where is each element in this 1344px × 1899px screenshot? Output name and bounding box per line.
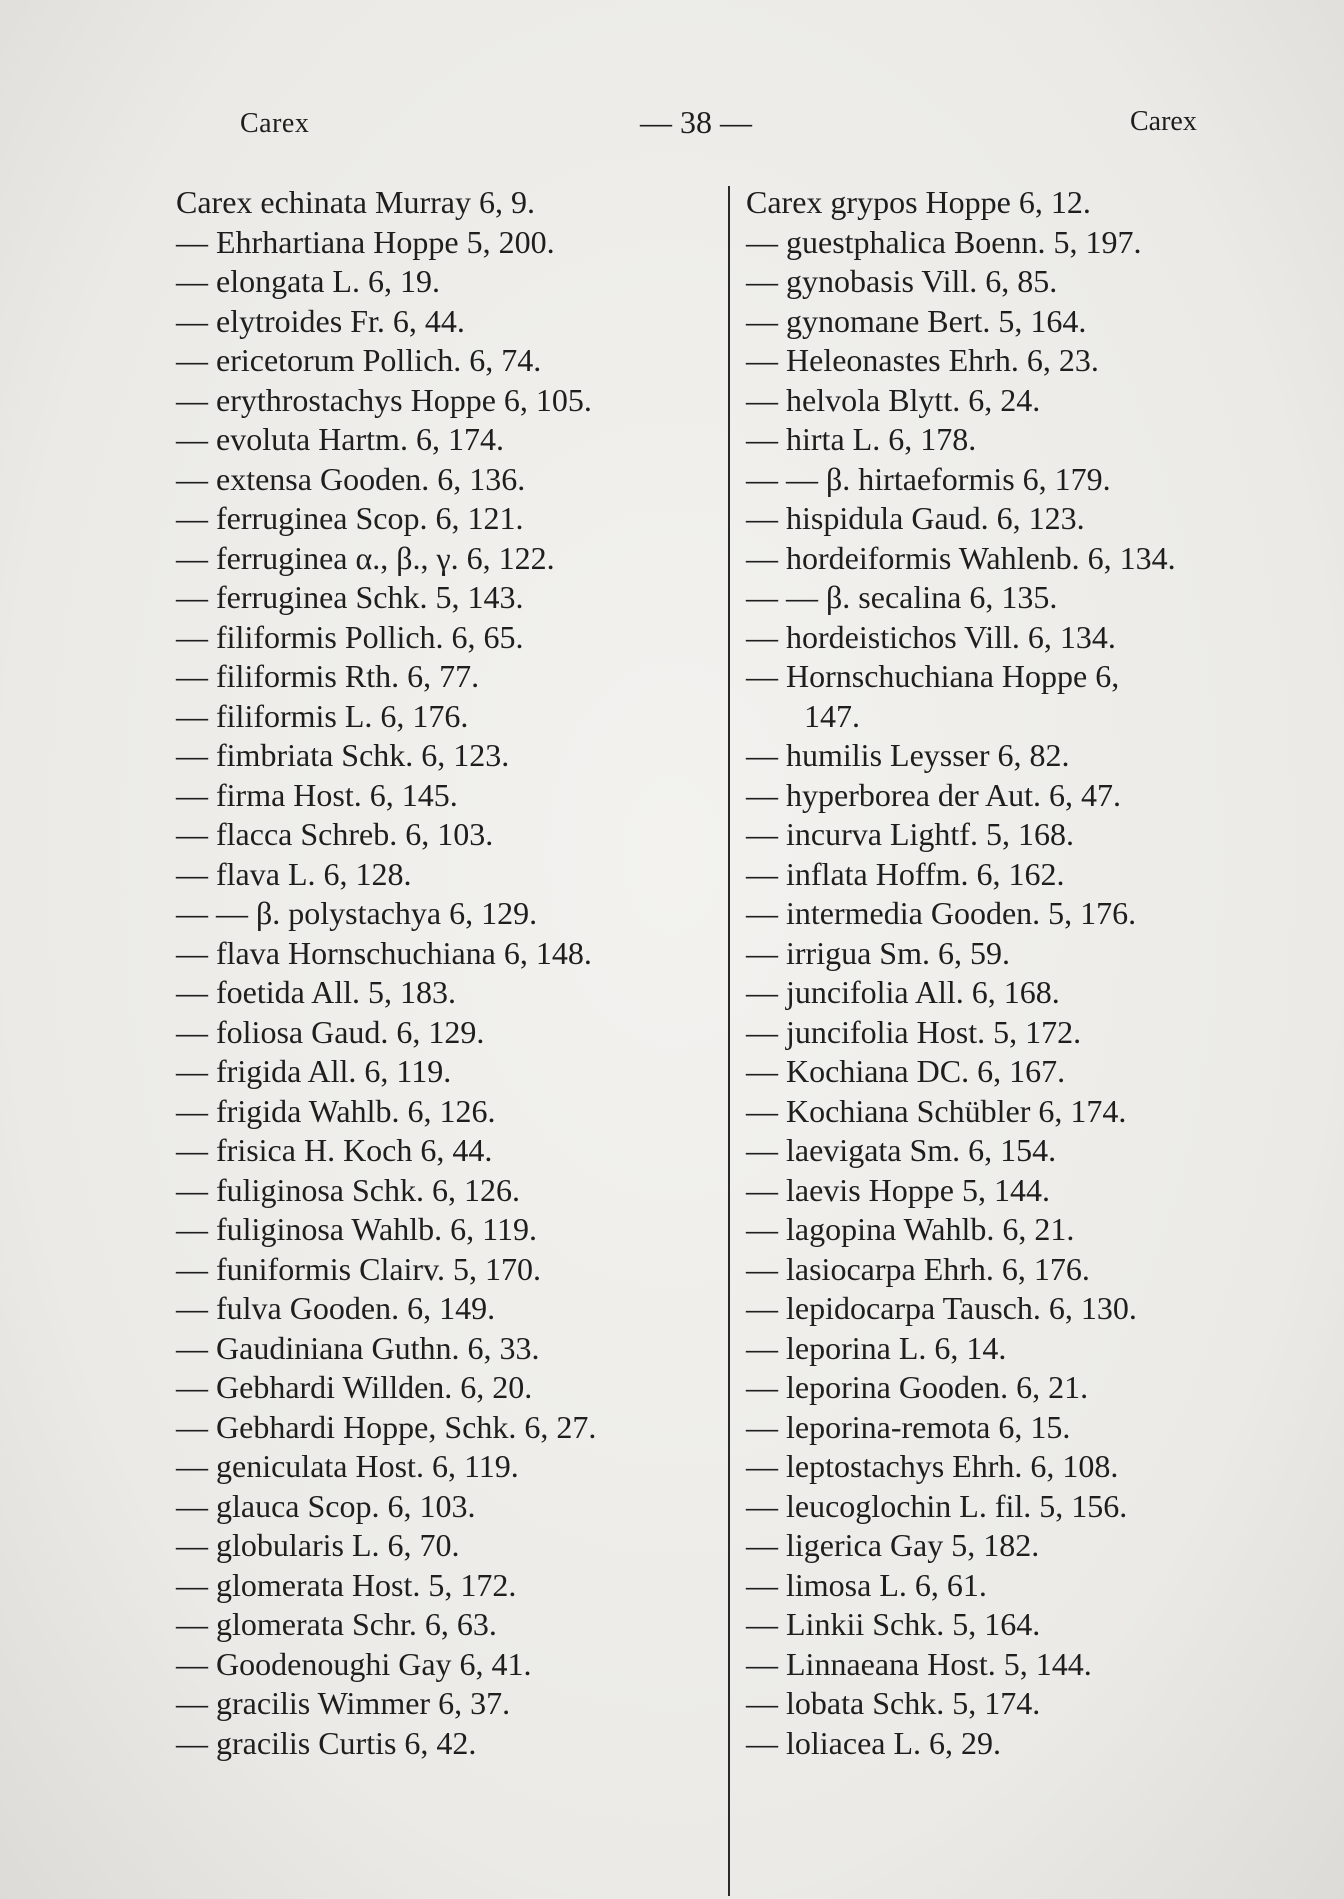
index-entry: — leporina L. 6, 14.	[746, 1329, 1007, 1366]
index-entry: — Kochiana DC. 6, 167.	[746, 1053, 1066, 1089]
index-entry: — fulva Gooden. 6, 149.	[176, 1290, 496, 1326]
index-entry: — helvola Blytt. 6, 24.	[746, 381, 1041, 418]
index-entry: — frisica H. Koch 6, 44.	[176, 1132, 493, 1168]
index-entry: — Linnaeana Host. 5, 144.	[746, 1645, 1092, 1682]
index-entry: — lasiocarpa Ehrh. 6, 176.	[746, 1250, 1090, 1287]
index-entry: — fuliginosa Wahlb. 6, 119.	[176, 1211, 537, 1247]
index-entry: — ferruginea α., β., γ. 6, 122.	[176, 539, 555, 576]
index-entry: — funiformis Clairv. 5, 170.	[176, 1250, 541, 1287]
index-entry: — ligerica Gay 5, 182.	[746, 1527, 1040, 1563]
index-entry: — — β. secalina 6, 135.	[746, 579, 1058, 615]
index-entry: — inflata Hoffm. 6, 162.	[746, 855, 1065, 892]
index-entry: — elongata L. 6, 19.	[176, 263, 440, 299]
index-entry: — gynobasis Vill. 6, 85.	[746, 263, 1058, 299]
index-entry: — juncifolia All. 6, 168.	[746, 974, 1060, 1010]
index-entry: — hyperborea der Aut. 6, 47.	[746, 776, 1122, 813]
index-entry: — Linkii Schk. 5, 164.	[746, 1606, 1041, 1642]
index-entry: — ferruginea Schk. 5, 143.	[176, 579, 524, 615]
index-entry: — Heleonastes Ehrh. 6, 23.	[746, 342, 1099, 378]
index-entry: — limosa L. 6, 61.	[746, 1566, 987, 1603]
index-entry: — filiformis Pollich. 6, 65.	[176, 618, 524, 655]
page-number: — 38 —	[640, 104, 752, 140]
index-entry: — Gaudiniana Guthn. 6, 33.	[176, 1329, 540, 1366]
index-entry: — hordeiformis Wahlenb. 6, 134.	[746, 539, 1176, 576]
index-entry: — Gebhardi Hoppe, Schk. 6, 27.	[176, 1408, 597, 1445]
index-entry: — elytroides Fr. 6, 44.	[176, 302, 465, 339]
index-entry: — gracilis Curtis 6, 42.	[176, 1724, 477, 1761]
index-entry: — hispidula Gaud. 6, 123.	[746, 500, 1085, 536]
index-entry: — Gebhardi Willden. 6, 20.	[176, 1369, 533, 1405]
index-entry: — Kochiana Schübler 6, 174.	[746, 1092, 1127, 1129]
index-entry: — hordeistichos Vill. 6, 134.	[746, 618, 1116, 655]
index-entry: — humilis Leysser 6, 82.	[746, 737, 1070, 773]
index-entry: — guestphalica Boenn. 5, 197.	[746, 223, 1142, 260]
index-entry: — foetida All. 5, 183.	[176, 974, 456, 1010]
index-entry: — gracilis Wimmer 6, 37.	[176, 1685, 511, 1721]
index-column-right	[746, 183, 1291, 1763]
index-entry: — lepidocarpa Tausch. 6, 130.	[746, 1290, 1137, 1326]
index-entry: — flava Hornschuchiana 6, 148.	[176, 934, 592, 971]
index-entry: — Ehrhartiana Hoppe 5, 200.	[176, 223, 555, 260]
index-entry: — frigida Wahlb. 6, 126.	[176, 1092, 496, 1129]
index-entry: — hirta L. 6, 178.	[746, 421, 977, 457]
index-entry: — globularis L. 6, 70.	[176, 1527, 460, 1563]
index-entry: — glomerata Schr. 6, 63.	[176, 1606, 497, 1642]
index-entry: — leptostachys Ehrh. 6, 108.	[746, 1448, 1119, 1484]
index-entry: — foliosa Gaud. 6, 129.	[176, 1013, 485, 1050]
index-entry: — Hornschuchiana Hoppe 6,	[746, 658, 1120, 694]
running-header	[0, 100, 1344, 150]
index-entry: — ericetorum Pollich. 6, 74.	[176, 342, 542, 378]
index-entry: — flacca Schreb. 6, 103.	[176, 816, 494, 852]
index-entry: — firma Host. 6, 145.	[176, 776, 458, 813]
header-right-title: Carex	[1130, 106, 1197, 137]
index-entry: — gynomane Bert. 5, 164.	[746, 302, 1087, 339]
index-entry: — fuliginosa Schk. 6, 126.	[176, 1171, 520, 1208]
index-entry: — frigida All. 6, 119.	[176, 1053, 452, 1089]
index-entry: 147.	[804, 697, 860, 734]
index-entry: — — β. polystachya 6, 129.	[176, 895, 538, 931]
index-entry: — Goodenoughi Gay 6, 41.	[176, 1645, 532, 1682]
index-entry: — filiformis L. 6, 176.	[176, 697, 469, 734]
index-entry: — flava L. 6, 128.	[176, 855, 412, 892]
index-entry: — glomerata Host. 5, 172.	[176, 1566, 517, 1603]
index-entry: — evoluta Hartm. 6, 174.	[176, 421, 504, 457]
index-entry: — glauca Scop. 6, 103.	[176, 1487, 476, 1524]
index-entry: — juncifolia Host. 5, 172.	[746, 1013, 1082, 1050]
index-entry: — geniculata Host. 6, 119.	[176, 1448, 519, 1484]
index-entry: — laevigata Sm. 6, 154.	[746, 1132, 1057, 1168]
index-entry: — loliacea L. 6, 29.	[746, 1724, 1002, 1761]
index-entry: — incurva Lightf. 5, 168.	[746, 816, 1074, 852]
index-entry: — irrigua Sm. 6, 59.	[746, 934, 1010, 971]
index-entry: — intermedia Gooden. 5, 176.	[746, 895, 1137, 931]
index-entry: — leporina-remota 6, 15.	[746, 1408, 1071, 1445]
index-entry: — — β. hirtaeformis 6, 179.	[746, 460, 1111, 497]
index-entry: — fimbriata Schk. 6, 123.	[176, 737, 510, 773]
index-column-left	[176, 183, 721, 1763]
index-entry: Carex grypos Hoppe 6, 12.	[746, 184, 1091, 220]
index-entry: — leucoglochin L. fil. 5, 156.	[746, 1487, 1128, 1524]
index-entry: — ferruginea Scop. 6, 121.	[176, 500, 524, 536]
column-divider	[728, 186, 730, 1896]
header-left-title: Carex	[240, 108, 310, 139]
index-entry: — lobata Schk. 5, 174.	[746, 1685, 1041, 1721]
index-entry: — extensa Gooden. 6, 136.	[176, 460, 526, 497]
index-entry: — leporina Gooden. 6, 21.	[746, 1369, 1089, 1405]
index-entry: — laevis Hoppe 5, 144.	[746, 1171, 1050, 1208]
index-entry: — erythrostachys Hoppe 6, 105.	[176, 381, 592, 418]
index-entry: Carex echinata Murray 6, 9.	[176, 184, 535, 220]
index-entry: — lagopina Wahlb. 6, 21.	[746, 1211, 1075, 1247]
index-entry: — filiformis Rth. 6, 77.	[176, 658, 480, 694]
